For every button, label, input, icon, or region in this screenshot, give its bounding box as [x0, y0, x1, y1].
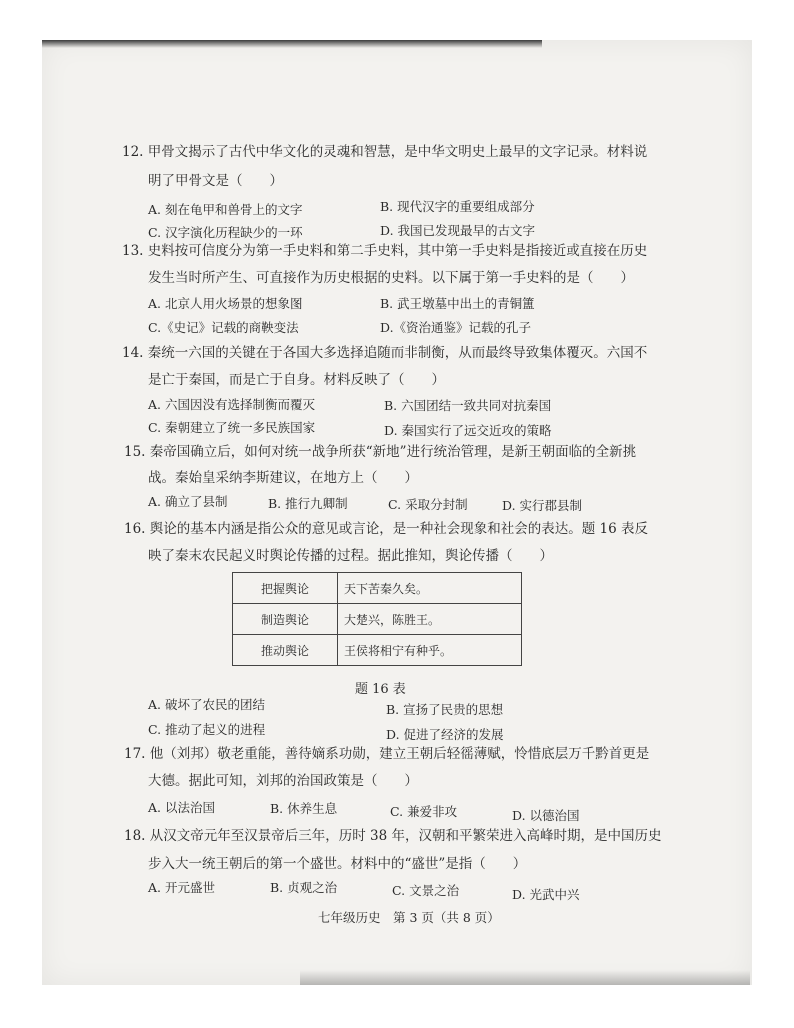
- table-cell-key: 推动舆论: [233, 635, 338, 666]
- q13-stem-line1: 13. 史料按可信度分为第一手史料和第二手史料，其中第一手史料是指接近或直接在历史: [122, 243, 648, 259]
- scan-shadow-top: [42, 40, 542, 48]
- q14-option-c: C. 秦朝建立了统一多民族国家: [148, 420, 316, 435]
- table-cell-value: 大楚兴，陈胜王。: [338, 604, 522, 635]
- q12-option-c: C. 汉字演化历程缺少的一环: [148, 225, 303, 240]
- q16-stem-line2: 映了秦末农民起义时舆论传播的过程。据此推知，舆论传播（ ）: [148, 548, 553, 564]
- q15-stem-line1: 15. 秦帝国确立后，如何对统一战争所获“新地”进行统治管理，是新王朝面临的全新挑: [124, 444, 637, 460]
- q12-option-b: B. 现代汉字的重要组成部分: [380, 199, 535, 214]
- q14-option-a: A. 六国因没有选择制衡而覆灭: [148, 397, 315, 412]
- q13-stem-line2: 发生当时所产生、可直接作为历史根据的史料。以下属于第一手史料的是（ ）: [148, 270, 634, 286]
- q18-option-b: B. 贞观之治: [270, 880, 338, 895]
- table-row: [233, 604, 522, 635]
- table-cell-value: 王侯将相宁有种乎。: [338, 635, 522, 666]
- q16-stem-line1: 16. 舆论的基本内涵是指公众的意见或言论，是一种社会现象和社会的表达。题 16 表反: [124, 521, 649, 537]
- q16-option-d: D. 促进了经济的发展: [386, 727, 504, 742]
- q12-stem-line2: 明了甲骨文是（ ）: [148, 173, 283, 189]
- table-16: [232, 572, 522, 666]
- q12-option-a: A. 刻在龟甲和兽骨上的文字: [148, 202, 303, 217]
- q18-stem-line2: 步入大一统王朝后的第一个盛世。材料中的“盛世”是指（ ）: [148, 856, 527, 872]
- q16-option-a: A. 破坏了农民的团结: [148, 697, 265, 712]
- q16-option-c: C. 推动了起义的进程: [148, 722, 266, 737]
- q18-option-c: C. 文景之治: [392, 883, 460, 898]
- q17-option-b: B. 休养生息: [270, 801, 338, 816]
- table-row: [233, 573, 522, 604]
- q13-option-b: B. 武王墩墓中出土的青铜簠: [380, 296, 535, 311]
- q14-option-d: D. 秦国实行了远交近攻的策略: [384, 423, 552, 438]
- q16-option-b: B. 宣扬了民贵的思想: [386, 702, 504, 717]
- q14-option-b: B. 六国团结一致共同对抗秦国: [384, 398, 552, 413]
- q17-option-d: D. 以德治国: [512, 808, 580, 823]
- q13-option-c: C.《史记》记载的商鞅变法: [148, 320, 299, 335]
- table-cell-key: 制造舆论: [233, 604, 338, 635]
- page-footer: 七年级历史 第 3 页（共 8 页）: [318, 910, 500, 925]
- table-cell-value: 天下苦秦久矣。: [338, 573, 522, 604]
- q14-stem-line2: 是亡于秦国，而是亡于自身。材料反映了（ ）: [148, 372, 445, 388]
- q15-option-c: C. 采取分封制: [388, 497, 468, 512]
- q15-option-b: B. 推行九卿制: [268, 496, 348, 511]
- q17-option-a: A. 以法治国: [148, 800, 215, 815]
- q15-option-a: A. 确立了县制: [148, 494, 228, 509]
- scan-shadow-bottom: [300, 970, 750, 985]
- q17-option-c: C. 兼爱非攻: [390, 804, 458, 819]
- q14-stem-line1: 14. 秦统一六国的关键在于各国大多选择追随而非制衡，从而最终导致集体覆灭。六国不: [122, 345, 648, 361]
- table-cell-key: 把握舆论: [233, 573, 338, 604]
- q18-stem-line1: 18. 从汉文帝元年至汉景帝后三年，历时 38 年，汉朝和平繁荣进入高峰时期，是中国历史: [124, 828, 662, 844]
- q18-option-a: A. 开元盛世: [148, 880, 215, 895]
- q18-option-d: D. 光武中兴: [512, 887, 580, 902]
- q12-stem-line1: 12. 甲骨文揭示了古代中华文化的灵魂和智慧，是中华文明史上最早的文字记录。材料说: [122, 144, 648, 160]
- table-16-caption: 题 16 表: [355, 682, 406, 697]
- table-row: [233, 635, 522, 666]
- q13-option-a: A. 北京人用火场景的想象图: [148, 296, 303, 311]
- q17-stem-line1: 17. 他（刘邦）敬老重能，善待嫡系功勋，建立王朝后轻徭薄赋，怜惜底层万千黔首更是: [124, 746, 650, 762]
- q17-stem-line2: 大德。据此可知，刘邦的治国政策是（ ）: [148, 773, 418, 789]
- q13-option-d: D.《资治通鉴》记载的孔子: [380, 320, 532, 335]
- q15-stem-line2: 战。秦始皇采纳李斯建议，在地方上（ ）: [148, 470, 418, 486]
- q15-option-d: D. 实行郡县制: [502, 498, 583, 513]
- q12-option-d: D. 我国已发现最早的古文字: [380, 223, 536, 238]
